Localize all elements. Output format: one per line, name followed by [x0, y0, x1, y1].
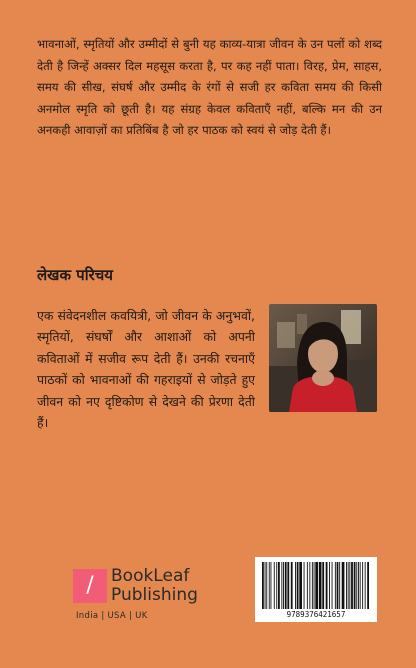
barcode-bar	[349, 562, 350, 609]
barcode-bar	[358, 562, 359, 609]
isbn-barcode	[255, 557, 377, 622]
barcode-bar	[265, 562, 266, 609]
barcode-bar	[354, 562, 356, 609]
barcode-bar	[348, 562, 349, 609]
barcode-bar	[315, 562, 318, 609]
barcode-icon	[262, 562, 370, 609]
barcode-bar	[295, 562, 296, 609]
barcode-bar	[269, 562, 270, 609]
author-section-heading: लेखक परिचय	[37, 266, 113, 284]
author-bio: एक संवेदनशील कवयित्री, जो जीवन के अनुभवों, स्मृतियों, संघर्षों और आशाओं को अपनी कविताओं में सजीव रूप देती हैं। उनकी रचनाएँ पाठकों को भावनाओं की गहराइयों से जोड़ते हुए जीवन को नए दृष्टिकोण से देखने की प्रेरणा देती हैं।	[37, 308, 255, 431]
barcode-bar	[281, 562, 282, 609]
isbn-number: 9789376421657	[286, 610, 346, 619]
barcode-bar	[278, 562, 280, 609]
barcode-bar	[322, 562, 324, 609]
publisher-name-line2: Publishing	[111, 585, 198, 605]
barcode-bar	[304, 562, 305, 609]
author-portrait-image	[269, 304, 377, 412]
barcode-bar	[271, 562, 272, 609]
barcode-bar	[283, 562, 284, 609]
barcode-bar	[291, 562, 293, 609]
barcode-bar	[365, 562, 366, 609]
barcode-bar	[287, 562, 289, 609]
barcode-bar	[319, 562, 322, 609]
barcode-bar	[339, 562, 340, 609]
barcode-bar	[346, 562, 347, 609]
barcode-bar	[342, 562, 345, 609]
barcode-bar	[326, 562, 328, 609]
barcode-bar	[312, 562, 313, 609]
barcode-bar	[276, 562, 277, 609]
bookleaf-logo-icon: /	[73, 569, 107, 603]
barcode-bar	[314, 562, 315, 609]
barcode-bar	[337, 562, 339, 609]
barcode-bar	[309, 562, 310, 609]
barcode-bar	[362, 562, 363, 609]
barcode-bar	[266, 562, 267, 609]
publisher-name-line1: BookLeaf	[111, 566, 190, 586]
barcode-bar	[297, 562, 299, 609]
barcode-bar	[274, 562, 275, 609]
barcode-bar	[299, 562, 302, 609]
barcode-bar	[307, 562, 308, 609]
barcode-bar	[367, 562, 369, 609]
barcode-bar	[360, 562, 361, 609]
barcode-bar	[351, 562, 353, 609]
barcode-bar	[329, 562, 330, 609]
author-photo	[269, 304, 377, 412]
barcode-bar	[356, 562, 357, 609]
barcode-bar	[262, 562, 264, 609]
barcode-bar	[335, 562, 336, 609]
back-cover-blurb: भावनाओं, स्मृतियों और उम्मीदों से बुनी यह काव्य-यात्रा जीवन के उन पलों को शब्द देती है जिन्हें अक्सर दिल महसूस करता है, पर कह नहीं पाता। विरह, प्रेम, साहस, समय की सीख, संघर्ष और उम्मीद के रंगों से सजी हर कविता समय की किसी अनमोल स्मृति को छूती है। यह संग्रह केवल कविताएँ नहीं, बल्कि मन की उन अनकही आवाज़ों का प्रतिबिंब है जो हर पाठक को स्वयं से जोड़ देती हैं।	[37, 37, 382, 138]
barcode-bar	[332, 562, 333, 609]
publisher-regions: India | USA | UK	[76, 611, 148, 621]
barcode-bar	[285, 562, 287, 609]
